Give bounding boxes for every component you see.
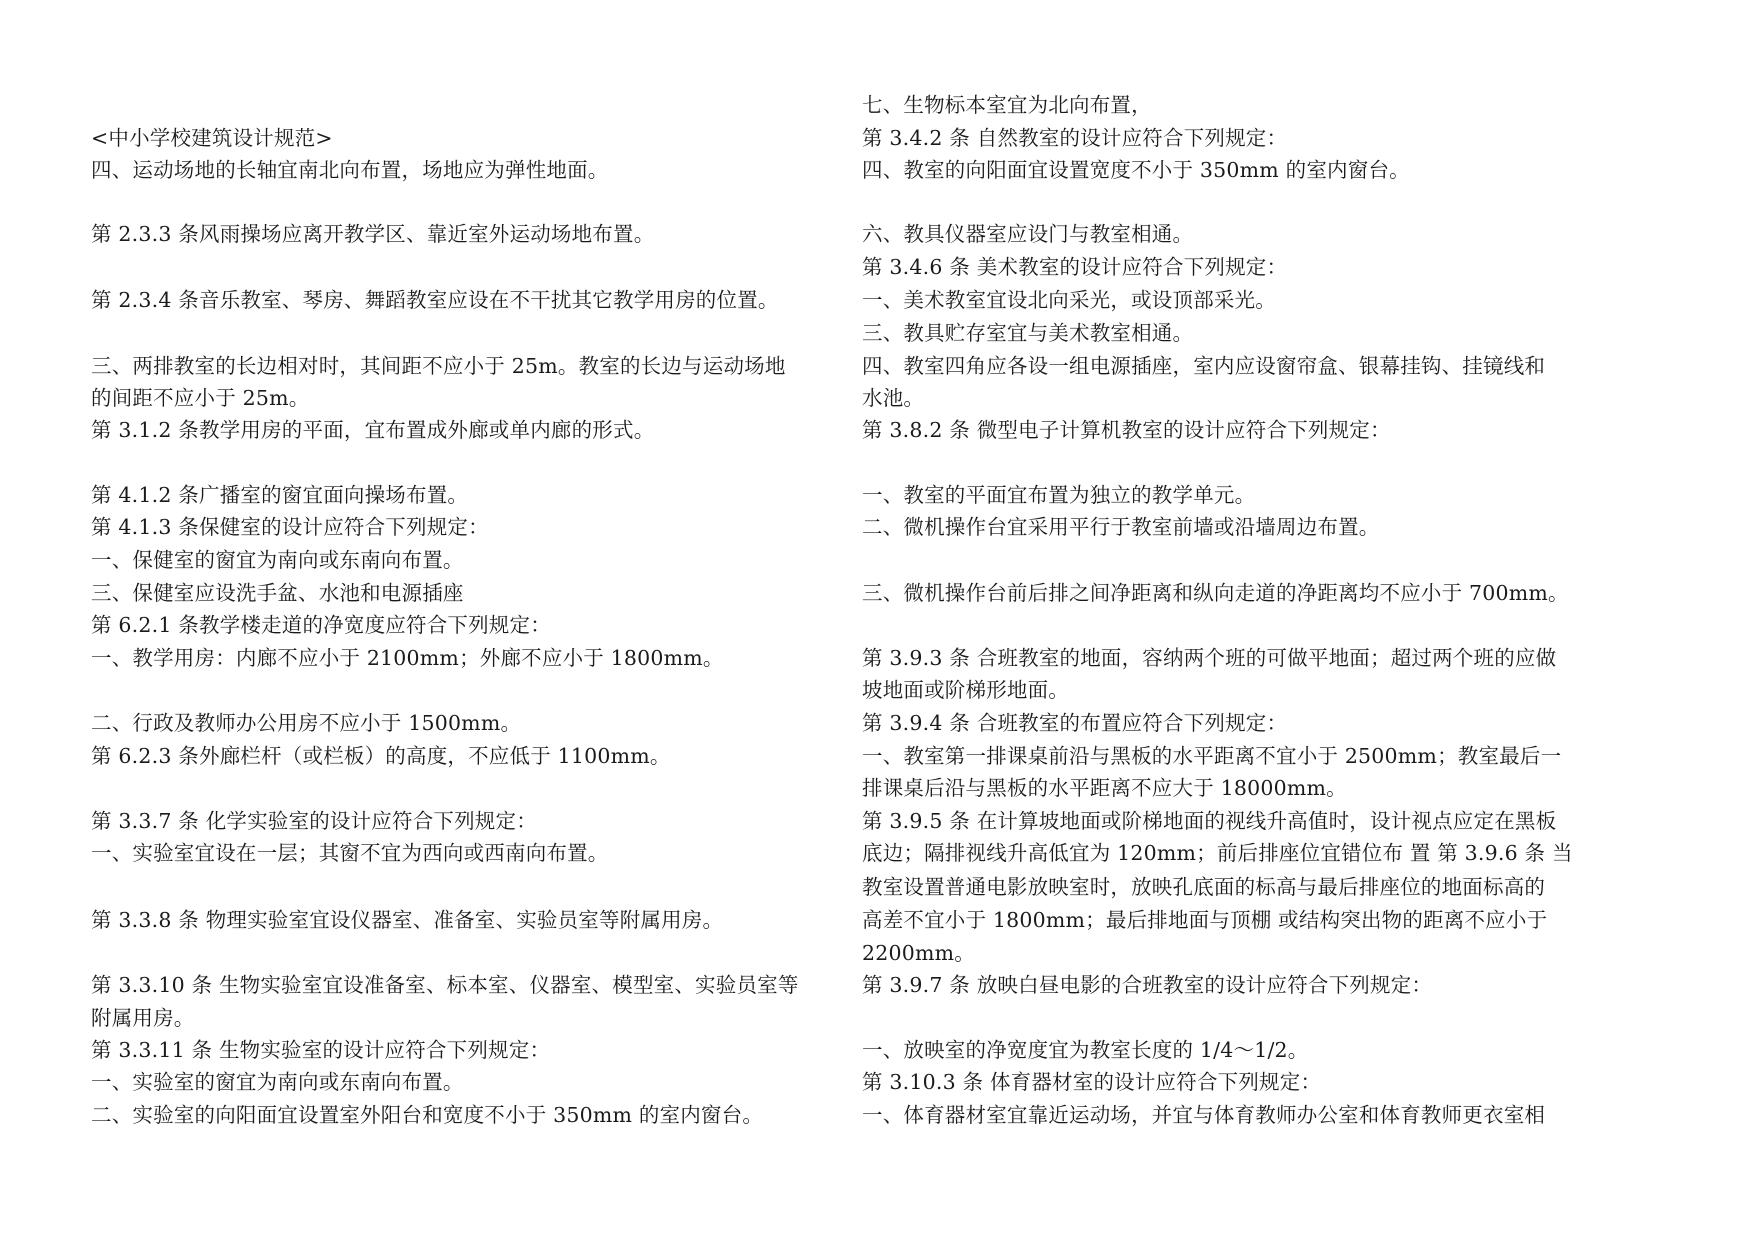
text-line: 底边；隔排视线升高低宜为 120mm；前后排座位宜错位布 置 第 3.9.6 条 当 [862, 841, 1573, 865]
text-line: 一、实验室的窗宜为南向或东南向布置。 [91, 1070, 464, 1094]
text-line: 一、保健室的窗宜为南向或东南向布置。 [91, 548, 464, 572]
text-line: 六、教具仪器室应设门与教室相通。 [862, 222, 1194, 246]
text-line: 第 2.3.4 条音乐教室、琴房、舞蹈教室应设在不干扰其它教学用房的位置。 [91, 288, 779, 312]
text-line: 第 2.3.3 条风雨操场应离开教学区、靠近室外运动场地布置。 [91, 222, 655, 246]
text-line: 四、运动场地的长轴宜南北向布置，场地应为弹性地面。 [91, 158, 609, 182]
text-line: 三、教具贮存室宜与美术教室相通。 [862, 321, 1194, 345]
text-line: 第 3.3.8 条 物理实验室宜设仪器室、准备室、实验员室等附属用房。 [91, 908, 724, 932]
text-line: 第 3.4.6 条 美术教室的设计应符合下列规定： [862, 255, 1288, 279]
text-line: 第 3.9.7 条 放映白昼电影的合班教室的设计应符合下列规定： [862, 973, 1433, 997]
text-line: 三、保健室应设洗手盆、水池和电源插座 [91, 581, 464, 605]
text-line: 二、行政及教师办公用房不应小于 1500mm。 [91, 711, 522, 735]
text-line: 第 3.9.3 条 合班教室的地面，容纳两个班的可做平地面；超过两个班的应做 [862, 646, 1557, 670]
text-line: 第 6.2.1 条教学楼走道的净宽度应符合下列规定： [91, 613, 551, 637]
text-line: 第 3.3.11 条 生物实验室的设计应符合下列规定： [91, 1038, 551, 1062]
text-line: 第 3.9.5 条 在计算坡地面或阶梯地面的视线升高值时，设计视点应定在黑板 [862, 809, 1557, 833]
text-line: 四、教室四角应各设一组电源插座，室内应设窗帘盒、银幕挂钩、挂镜线和 [862, 354, 1546, 378]
text-line: 第 3.1.2 条教学用房的平面，宜布置成外廊或单内廊的形式。 [91, 418, 655, 442]
text-line: 一、教室的平面宜布置为独立的教学单元。 [862, 483, 1256, 507]
text-line: 一、教室第一排课桌前沿与黑板的水平距离不宜小于 2500mm；教室最后一 [862, 744, 1562, 768]
text-line: 第 3.4.2 条 自然教室的设计应符合下列规定： [862, 126, 1288, 150]
text-line: 坡地面或阶梯形地面。 [862, 678, 1069, 702]
text-line: 高差不宜小于 1800mm；最后排地面与顶棚 或结构突出物的距离不应小于 [862, 908, 1548, 932]
text-line: 第 4.1.2 条广播室的窗宜面向操场布置。 [91, 483, 469, 507]
text-line: 教室设置普通电影放映室时，放映孔底面的标高与最后排座位的地面标高的 [862, 875, 1546, 899]
text-line: 第 6.2.3 条外廊栏杆（或栏板）的高度，不应低于 1100mm。 [91, 744, 671, 768]
text-line: 第 3.3.7 条 化学实验室的设计应符合下列规定： [91, 809, 537, 833]
text-line: 的间距不应小于 25m。 [91, 386, 310, 410]
text-line: 四、教室的向阳面宜设置宽度不小于 350mm 的室内窗台。 [862, 158, 1410, 182]
text-line: 附属用房。 [91, 1006, 195, 1030]
text-line: 三、微机操作台前后排之间净距离和纵向走道的净距离均不应小于 700mm。 [862, 581, 1569, 605]
text-line: 七、生物标本室宜为北向布置， [862, 93, 1152, 117]
text-line: 水池。 [862, 386, 925, 410]
text-line: 2200mm。 [862, 941, 975, 965]
text-line: 一、实验室宜设在一层；其窗不宜为西向或西南向布置。 [91, 841, 609, 865]
text-line: 三、两排教室的长边相对时，其间距不应小于 25m。教室的长边与运动场地 [91, 354, 786, 378]
text-line: 第 3.9.4 条 合班教室的布置应符合下列规定： [862, 711, 1288, 735]
text-line: 二、实验室的向阳面宜设置室外阳台和宽度不小于 350mm 的室内窗台。 [91, 1103, 764, 1127]
text-line: 一、放映室的净宽度宜为教室长度的 1/4～1/2。 [862, 1038, 1309, 1062]
text-line: 排课桌后沿与黑板的水平距离不应大于 18000mm。 [862, 776, 1347, 800]
text-line: 第 4.1.3 条保健室的设计应符合下列规定： [91, 515, 489, 539]
text-line: 第 3.8.2 条 微型电子计算机教室的设计应符合下列规定： [862, 418, 1391, 442]
text-line: 一、体育器材室宜靠近运动场，并宜与体育教师办公室和体育教师更衣室相 [862, 1103, 1546, 1127]
text-line: 第 3.3.10 条 生物实验室宜设准备室、标本室、仪器室、模型室、实验员室等 [91, 973, 799, 997]
doc-title: <中小学校建筑设计规范> [91, 126, 333, 150]
text-line: 一、教学用房：内廊不应小于 2100mm；外廊不应小于 1800mm。 [91, 646, 724, 670]
text-line: 第 3.10.3 条 体育器材室的设计应符合下列规定： [862, 1070, 1322, 1094]
text-line: 一、美术教室宜设北向采光，或设顶部采光。 [862, 288, 1276, 312]
text-line: 二、微机操作台宜采用平行于教室前墙或沿墙周边布置。 [862, 515, 1380, 539]
